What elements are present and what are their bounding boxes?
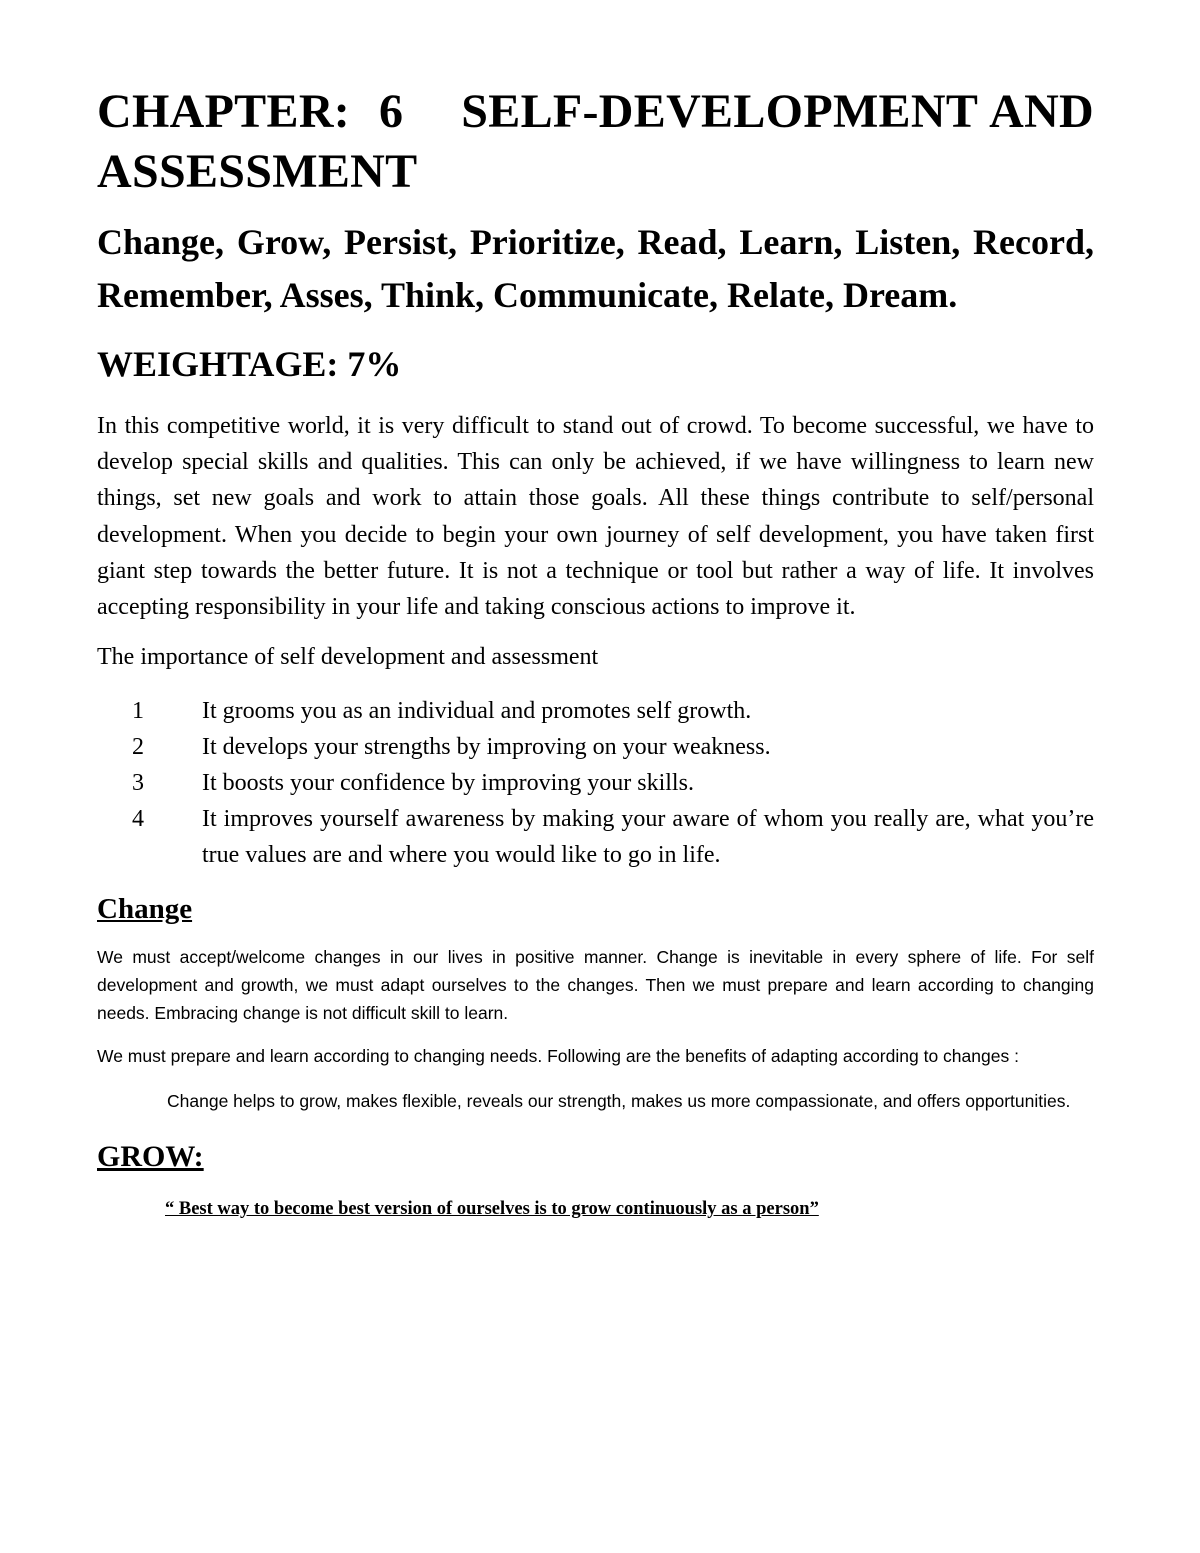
weightage-heading: WEIGHTAGE: 7% (97, 344, 402, 384)
list-item (97, 765, 1094, 801)
grow-quote: “ Best way to become best version of ourselves is to grow continuously as a person” (165, 1199, 819, 1220)
list-item-number: 1 (132, 698, 144, 725)
chapter-keywords: Change, Grow, Persist, Prioritize, Read, Learn, Listen, Record, Remember, Asses, Think, Communicate, Relate, Dream. (97, 222, 1094, 315)
change-paragraph-2: We must prepare and learn according to changing needs. Following are the benefits of adapting according to changes : (97, 1046, 1019, 1067)
grow-heading: GROW: (97, 1140, 204, 1174)
list-item-text: It grooms you as an individual and promotes self growth. (202, 698, 752, 725)
document-page (97, 82, 1104, 1223)
list-item (97, 693, 1094, 729)
chapter-title: CHAPTER: 6 SELF-DEVELOPMENT AND ASSESSMENT (97, 85, 1104, 198)
list-item-text: It develops your strengths by improving on your weakness. (202, 734, 771, 761)
list-item-number: 2 (132, 734, 144, 761)
list-item (97, 801, 1094, 873)
importance-list (97, 693, 1094, 873)
list-item-text: It boosts your confidence by improving your skills. (202, 770, 694, 797)
list-item-text: It improves yourself awareness by making your aware of whom you really are, what you’re true values are and where you would like to go in life. (202, 806, 1094, 869)
change-paragraph-1: We must accept/welcome changes in our lives in positive manner. Change is inevitable in every sphere of life. For self development and growth, we must adapt ourselves to the changes. Then we must prepare and learn according to changing needs. Embracing change is not difficult skill to learn. (97, 947, 1094, 1024)
list-item-number: 3 (132, 770, 144, 797)
intro-paragraph: In this competitive world, it is very difficult to stand out of crowd. To become successful, we have to develop special skills and qualities. This can only be achieved, if we have willingness to learn new things, set new goals and work to attain those goals. All these things contribute to self/personal development. When you decide to begin your own journey of self development, you have taken first giant step towards the better future. It is not a technique or tool but rather a way of life. It involves accepting responsibility in your life and taking conscious actions to improve it. (97, 413, 1094, 621)
list-item-number: 4 (132, 806, 144, 833)
change-benefits-paragraph: Change helps to grow, makes flexible, reveals our strength, makes us more compassionate, and offers opportunities. (167, 1091, 1071, 1112)
change-heading: Change (97, 893, 193, 926)
list-item (97, 729, 1094, 765)
importance-heading: The importance of self development and assessment (97, 644, 599, 671)
